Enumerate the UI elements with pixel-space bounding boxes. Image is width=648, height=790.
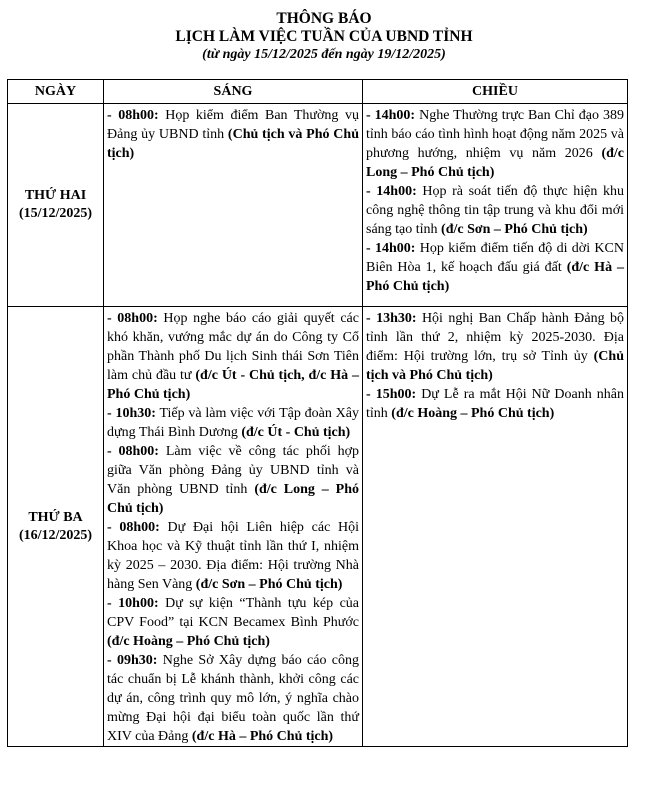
entry-description: Nghe Sở Xây dựng báo cáo công tác chuẩn bị Lễ khánh thành, khởi công các dự án, công trình quy mô lớn, ý nghĩa chào mừng Đại hội đại biểu toàn quốc lần thứ XIV của Đảng	[107, 653, 359, 744]
entry-description: Dự sự kiện “Thành tựu kép của CPV Food” tại KCN Becamex Bình Phước	[107, 596, 359, 630]
schedule-entry	[366, 182, 624, 239]
entry-time: - 08h00:	[107, 520, 160, 535]
entry-time: - 08h00:	[107, 444, 159, 459]
table-row	[8, 104, 628, 307]
entry-description: Nghe Thường trực Ban Chỉ đạo 389 tỉnh báo cáo tình hình hoạt động năm 2025 và phương hướng, nhiệm vụ năm 2026	[366, 108, 624, 161]
table-header-row	[8, 80, 628, 104]
schedule-entry	[107, 442, 359, 518]
entry-time: - 09h30:	[107, 653, 158, 668]
entry-time: - 08h00:	[107, 311, 158, 326]
day-name: THỨ BA	[28, 509, 83, 525]
entry-description: Làm việc về công tác phối hợp giữa Văn phòng Đảng ủy UBND tỉnh và Văn phòng UBND tỉnh	[107, 444, 359, 497]
day-cell	[8, 104, 104, 307]
schedule-entry	[107, 404, 359, 442]
column-header-morning: SÁNG	[104, 80, 363, 104]
column-header-day: NGÀY	[8, 80, 104, 104]
entry-description: Hội nghị Ban Chấp hành Đảng bộ tỉnh lần thứ 2, nhiệm kỳ 2025-2030. Địa điểm: Hội trường lớn, trụ sở Tỉnh ủy	[366, 311, 624, 364]
schedule-entry	[107, 518, 359, 594]
entry-time: - 10h30:	[107, 406, 156, 421]
column-header-afternoon: CHIỀU	[363, 80, 628, 104]
entry-person: (đ/c Hoàng – Phó Chủ tịch)	[107, 634, 270, 649]
schedule-title: LỊCH LÀM VIỆC TUẦN CỦA UBND TỈNH	[175, 28, 473, 45]
morning-cell	[104, 104, 363, 307]
entry-description: Họp kiểm điểm Ban Thường vụ Đảng ủy UBND tỉnh	[107, 108, 359, 142]
entry-person: (đ/c Út - Chủ tịch)	[241, 425, 351, 440]
schedule-entry	[107, 106, 359, 163]
entry-description: Họp nghe báo cáo giải quyết các khó khăn, vướng mắc dự án do Công ty Cổ phần Thành phố Du lịch Sinh thái Sơn Tiên làm chủ đầu tư	[107, 311, 359, 383]
document-header	[0, 10, 648, 64]
entry-time: - 10h00:	[107, 596, 159, 611]
schedule-entry	[107, 651, 359, 746]
entry-person: (đ/c Hà – Phó Chủ tịch)	[366, 260, 624, 294]
afternoon-cell	[363, 307, 628, 747]
notice-title: THÔNG BÁO	[276, 10, 372, 27]
date-range: (từ ngày 15/12/2025 đến ngày 19/12/2025)	[202, 47, 446, 62]
entry-description: Họp rà soát tiến độ thực hiện khu công nghệ thông tin tập trung và khu đổi mới sáng tạo tỉnh	[366, 184, 624, 237]
schedule-entry	[107, 594, 359, 651]
entry-time: - 13h30:	[366, 311, 417, 326]
entry-time: - 14h00:	[366, 108, 416, 123]
entry-time: - 14h00:	[366, 184, 417, 199]
table-row	[8, 307, 628, 747]
entry-person: (đ/c Long – Phó Chủ tịch)	[366, 146, 624, 180]
entry-time: - 08h00:	[107, 108, 159, 123]
entry-description: Tiếp và làm việc với Tập đoàn Xây dựng Thái Bình Dương	[107, 406, 359, 440]
schedule-entry	[366, 385, 624, 423]
day-cell	[8, 307, 104, 747]
entry-person: (đ/c Sơn – Phó Chủ tịch)	[441, 222, 588, 237]
entry-description: Họp kiểm điểm tiến độ di dời KCN Biên Hòa 1, kế hoạch đấu giá đất	[366, 241, 624, 275]
schedule-entry	[366, 239, 624, 296]
schedule-entry	[366, 106, 624, 182]
entry-time: - 15h00:	[366, 387, 417, 402]
entry-person: (đ/c Sơn – Phó Chủ tịch)	[195, 577, 343, 592]
day-date: (16/12/2025)	[18, 527, 93, 543]
entry-person: (đ/c Hà – Phó Chủ tịch)	[191, 729, 334, 744]
entry-time: - 14h00:	[366, 241, 416, 256]
schedule-table	[7, 79, 628, 747]
day-date: (15/12/2025)	[18, 206, 93, 221]
entry-person: (đ/c Hoàng – Phó Chủ tịch)	[391, 406, 555, 421]
entry-person: (đ/c Út - Chủ tịch, đ/c Hà – Phó Chủ tịch)	[107, 368, 359, 402]
day-name: THỨ HAI	[24, 188, 87, 203]
entry-description: Dự Lễ ra mắt Hội Nữ Doanh nhân tỉnh	[366, 387, 624, 421]
schedule-entry	[107, 309, 359, 404]
entry-person: (đ/c Long – Phó Chủ tịch)	[107, 482, 360, 516]
schedule-entry	[366, 309, 624, 385]
entry-description: Dự Đại hội Liên hiệp các Hội Khoa học và Kỹ thuật tỉnh lần thứ I, nhiệm kỳ 2025 – 2030. Địa điểm: Hội trường Nhà hàng Sen Vàng	[107, 520, 359, 592]
afternoon-cell	[363, 104, 628, 307]
entry-person: (Chủ tịch và Phó Chủ tịch)	[107, 127, 359, 161]
morning-cell	[104, 307, 363, 747]
entry-person: (Chủ tịch và Phó Chủ tịch)	[366, 349, 624, 383]
